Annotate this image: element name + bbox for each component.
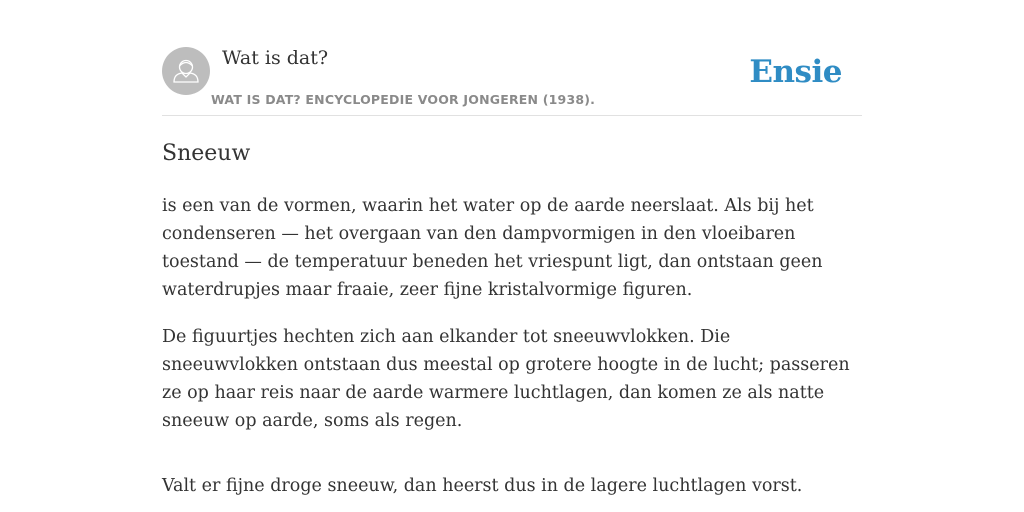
article <box>162 140 862 512</box>
article-paragraph: De figuurtjes hechten zich aan elkander tot sneeuwvlokken. Die sneeuwvlokken ontstaan dus meestal op grotere hoogte in de lucht; passeren ze op haar reis naar de aarde warmere luchtlagen, dan komen ze als natte sneeuw op aarde, soms als regen. <box>162 327 850 431</box>
ensie-logo-link[interactable]: Ensie <box>749 54 842 90</box>
book-subtitle: WAT IS DAT? ENCYCLOPEDIE VOOR JONGEREN (1938). <box>211 92 596 107</box>
article-body <box>162 192 862 500</box>
user-placeholder-icon[interactable] <box>162 47 210 95</box>
book-title[interactable]: Wat is dat? <box>222 47 329 69</box>
source-header <box>162 46 862 116</box>
article-paragraph: Valt er fijne droge sneeuw, dan heerst dus in de lagere luchtlagen vorst. <box>162 476 803 496</box>
article-title: Sneeuw <box>162 141 251 166</box>
article-paragraph: is een van de vormen, waarin het water op de aarde neerslaat. Als bij het condenseren — het overgaan van den dampvormigen in den vloeibaren toestand — de temperatuur beneden het vriespunt ligt, dan ontstaan geen waterdrupjes maar fraaie, zeer fijne kristalvormige figuren. <box>162 196 823 300</box>
